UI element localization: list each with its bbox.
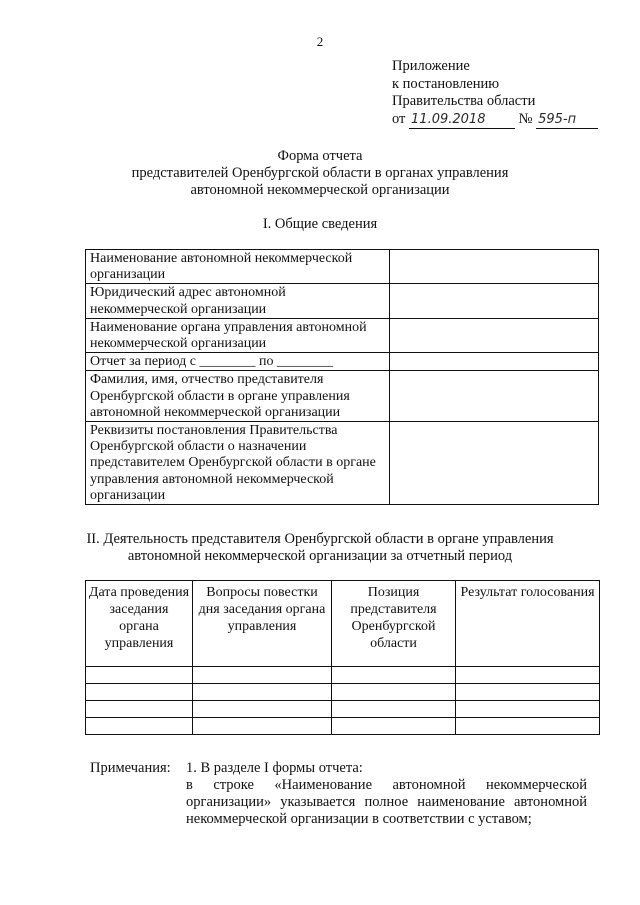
notes-label: Примечания: <box>90 760 171 776</box>
notes-text: в строке «Наименование автономной некоммерческой организации» указывается полное наименование автономной некоммерческой организации в соответствии с уставом; <box>186 777 587 827</box>
table-row <box>86 718 600 735</box>
general-info-table <box>85 249 599 505</box>
notes-body <box>186 760 587 828</box>
row-label: Юридический адрес автономной некоммерческой организации <box>86 284 390 318</box>
page-number: 2 <box>316 34 324 49</box>
row-label: Отчет за период с ________ по ________ <box>86 353 390 371</box>
appendix-block <box>392 58 598 129</box>
column-header-result: Результат голосования <box>456 581 600 667</box>
row-value-cell[interactable] <box>390 318 599 352</box>
table-cell[interactable] <box>456 701 600 718</box>
appendix-line-2: к постановлению <box>392 75 500 92</box>
table-cell[interactable] <box>86 718 193 735</box>
table-cell[interactable] <box>456 718 600 735</box>
table-cell[interactable] <box>86 701 193 718</box>
table-cell[interactable] <box>193 684 332 701</box>
section-2-heading-line-2: автономной некоммерческой организации за отчетный период <box>127 548 513 564</box>
table-cell[interactable] <box>86 667 193 684</box>
row-value-cell[interactable] <box>390 422 599 505</box>
row-label: Фамилия, имя, отчество представителя Оренбургской области в органе управления автономной некоммерческой организации <box>86 371 390 422</box>
date-prefix: от <box>392 110 406 127</box>
row-label: Наименование автономной некоммерческой организации <box>86 250 390 284</box>
form-title-line-3: автономной некоммерческой организации <box>190 182 450 198</box>
row-label: Реквизиты постановления Правительства Оренбургской области о назначении представителем Оренбургской области в органе управления автономной некоммерческой организации <box>86 422 390 505</box>
column-header-position: Позиция представителя Оренбургской области <box>332 581 456 667</box>
appendix-line-3: Правительства области <box>392 93 536 109</box>
table-cell[interactable] <box>456 667 600 684</box>
row-value-cell[interactable] <box>390 284 599 318</box>
row-value-cell[interactable] <box>390 371 599 422</box>
table-cell[interactable] <box>193 701 332 718</box>
appendix-line-1: Приложение <box>392 58 470 74</box>
table-row <box>86 371 599 422</box>
table-row <box>86 684 600 701</box>
table-cell[interactable] <box>332 701 456 718</box>
table-cell[interactable] <box>193 667 332 684</box>
row-label: Наименование органа управления автономной некоммерческой организации <box>86 318 390 352</box>
handwritten-number: 595-п <box>536 111 598 130</box>
table-row <box>86 318 599 352</box>
activity-table <box>85 580 600 735</box>
table-cell[interactable] <box>456 684 600 701</box>
appendix-date-line <box>392 111 598 130</box>
table-cell[interactable] <box>86 684 193 701</box>
number-prefix: № <box>518 110 533 127</box>
column-header-date: Дата проведения заседания органа управления <box>86 581 193 667</box>
row-value-cell[interactable] <box>390 250 599 284</box>
table-cell[interactable] <box>332 684 456 701</box>
column-header-agenda: Вопросы повестки дня заседания органа управления <box>193 581 332 667</box>
form-title-line-2: представителей Оренбургской области в органах управления <box>131 165 509 181</box>
table-row <box>86 284 599 318</box>
table-row <box>86 353 599 371</box>
table-row <box>86 667 600 684</box>
handwritten-date: 11.09.2018 <box>409 111 515 130</box>
section-2-heading <box>0 531 640 565</box>
form-title-line-1: Форма отчета <box>277 148 363 164</box>
row-value-cell[interactable] <box>390 353 599 371</box>
table-cell[interactable] <box>193 718 332 735</box>
section-2-heading-line-1: II. Деятельность представителя Оренбургской области в органе управления <box>86 531 554 547</box>
table-row <box>86 422 599 505</box>
notes-item-1: 1. В разделе I формы отчета: <box>186 760 363 776</box>
table-cell[interactable] <box>332 718 456 735</box>
table-row <box>86 701 600 718</box>
table-row <box>86 250 599 284</box>
table-cell[interactable] <box>332 667 456 684</box>
section-1-heading: I. Общие сведения <box>262 216 378 232</box>
form-title <box>0 148 640 199</box>
table-header-row <box>86 581 600 667</box>
